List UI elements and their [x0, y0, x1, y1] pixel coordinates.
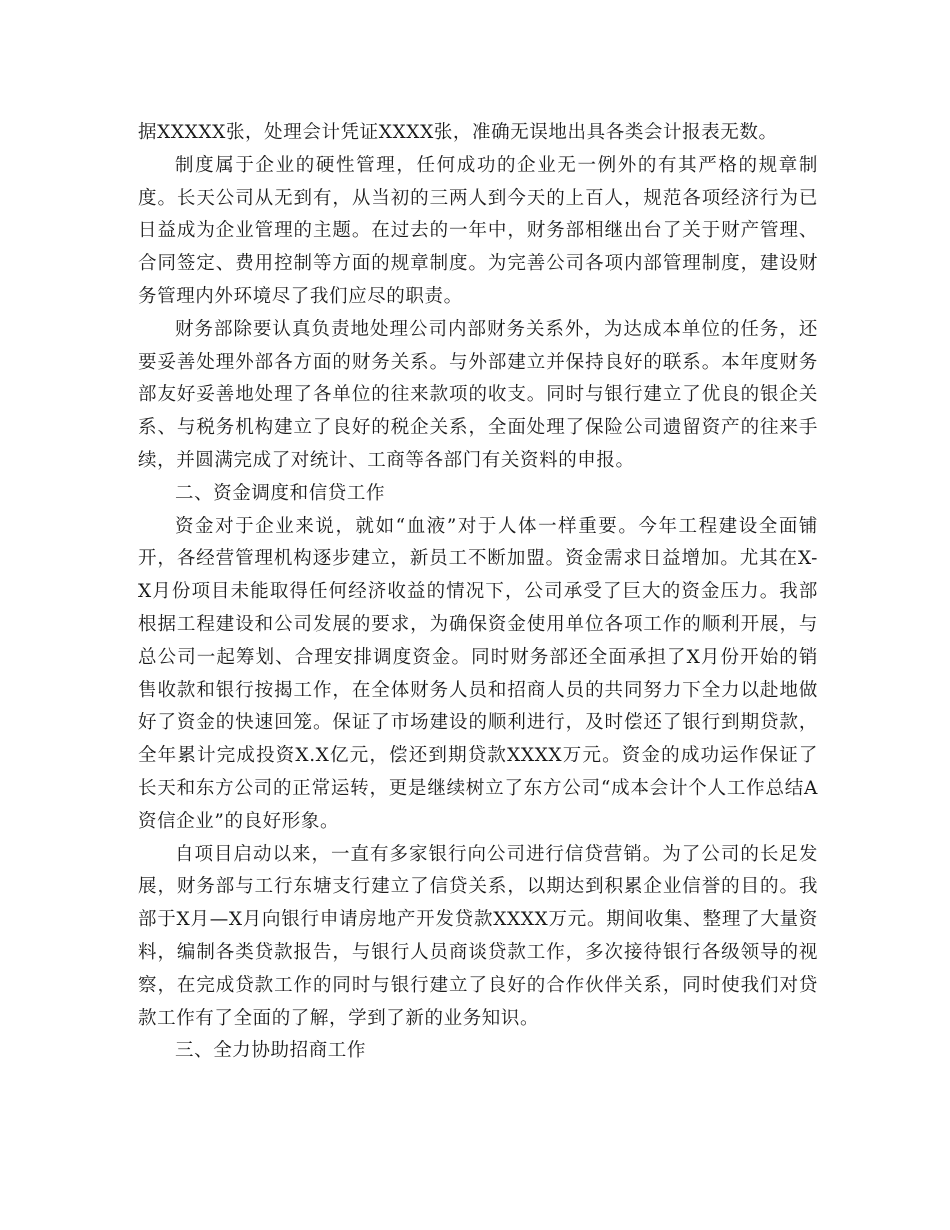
- document-body: [138, 117, 818, 1068]
- section-heading-investment: 三、全力协助招商工作: [175, 1040, 367, 1062]
- paragraph-continuation: 据XXXXX张，处理会计凭证XXXX张，准确无误地出具各类会计报表无数。: [138, 122, 778, 143]
- section-heading-funds: 二、资金调度和信贷工作: [175, 482, 386, 504]
- paragraph-credit: 自项目启动以来，一直有多家银行向公司进行信贷营销。为了公司的长足发展，财务部与工行东塘支行建立了信贷关系，以期达到积累企业信誉的目的。我部于X月—X月向银行申请房地产开发贷款XXXX万元。期间收集、整理了大量资料，编制各类贷款报告，与银行人员商谈贷款工作，多次接待银行各级领导的视察，在完成贷款工作的同时与银行建立了良好的合作伙伴关系，同时使我们对贷款工作有了全面的了解，学到了新的业务知识。: [138, 843, 818, 1029]
- paragraph-funds: 资金对于企业来说，就如“血液”对于人体一样重要。今年工程建设全面铺开，各经营管理机构逐步建立，新员工不断加盟。资金需求日益增加。尤其在X-X月份项目未能取得任何经济收益的情况下，公司承受了巨大的资金压力。我部根据工程建设和公司发展的要求，为确保资金使用单位各项工作的顺利开展，与总公司一起筹划、合理安排调度资金。同时财务部还全面承担了X月份开始的销售收款和银行按揭工作，在全体财务人员和招商人员的共同努力下全力以赴地做好了资金的快速回笼。保证了市场建设的顺利进行，及时偿还了银行到期贷款，全年累计完成投资X.X亿元，偿还到期贷款XXXX万元。资金的成功运作保证了长天和东方公司的正常运转，更是继续树立了东方公司“成本会计个人工作总结A资信企业”的良好形象。: [138, 515, 818, 832]
- paragraph-external-relations: 财务部除要认真负责地处理公司内部财务关系外，为达成本单位的任务，还要妥善处理外部各方面的财务关系。与外部建立并保持良好的联系。本年度财务部友好妥善地处理了各单位的往来款项的收支。同时与银行建立了优良的银企关系、与税务机构建立了良好的税企关系，全面处理了保险公司遗留资产的往来手续，并圆满完成了对统计、工商等各部门有关资料的申报。: [138, 318, 818, 471]
- paragraph-regulations: 制度属于企业的硬性管理，任何成功的企业无一例外的有其严格的规章制度。长天公司从无到有，从当初的三两人到今天的上百人，规范各项经济行为已日益成为企业管理的主题。在过去的一年中，财务部相继出台了关于财产管理、合同签定、费用控制等方面的规章制度。为完善公司各项内部管理制度，建设财务管理内外环境尽了我们应尽的职责。: [138, 154, 818, 307]
